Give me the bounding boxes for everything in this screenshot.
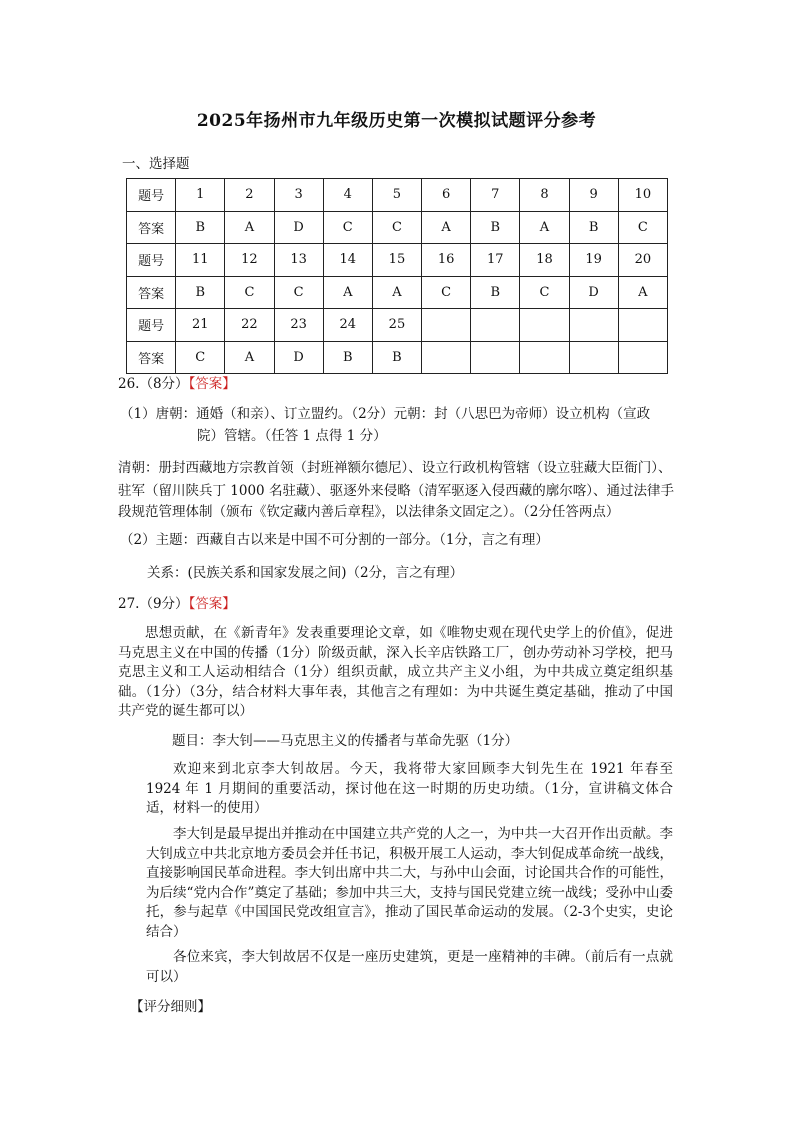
- table-cell: 5: [372, 179, 421, 212]
- table-row-answers: [127, 211, 668, 244]
- table-cell: 24: [323, 309, 372, 342]
- table-cell: D: [274, 341, 323, 374]
- q27-paragraph-4: 各位来宾，李大钊故居不仅是一座历史建筑，更是一座精神的丰碑。（前后有一点就可以）: [146, 949, 673, 985]
- table-cell: D: [569, 276, 618, 309]
- q27-number: 27.（9分）: [118, 596, 189, 612]
- table-cell: 23: [274, 309, 323, 342]
- q27-header: [118, 594, 236, 615]
- table-cell: 25: [372, 309, 421, 342]
- table-cell: C: [520, 276, 569, 309]
- table-row-header-cell: 答案: [127, 211, 176, 244]
- table-row-question-numbers: [127, 179, 668, 212]
- table-row-header-cell: 题号: [127, 179, 176, 212]
- table-row-header-cell: 题号: [127, 309, 176, 342]
- table-cell: A: [372, 276, 421, 309]
- table-cell: [569, 309, 618, 342]
- table-cell: 11: [176, 244, 225, 277]
- q26-header: [118, 374, 236, 395]
- table-cell: [471, 309, 520, 342]
- table-cell: C: [323, 211, 372, 244]
- table-cell: A: [618, 276, 667, 309]
- table-cell: 14: [323, 244, 372, 277]
- table-cell: 7: [471, 179, 520, 212]
- table-cell: 15: [372, 244, 421, 277]
- table-row-question-numbers: [127, 244, 668, 277]
- table-cell: 1: [176, 179, 225, 212]
- table-row-header-cell: 题号: [127, 244, 176, 277]
- table-cell: 6: [422, 179, 471, 212]
- table-cell: 8: [520, 179, 569, 212]
- table-cell: [520, 309, 569, 342]
- page-title: 2025年扬州市九年级历史第一次模拟试题评分参考: [196, 111, 597, 131]
- table-row-header-cell: 答案: [127, 276, 176, 309]
- table-cell: A: [225, 211, 274, 244]
- table-cell: A: [520, 211, 569, 244]
- table-cell: 2: [225, 179, 274, 212]
- table-cell: 16: [422, 244, 471, 277]
- table-cell: A: [422, 211, 471, 244]
- table-cell: [422, 309, 471, 342]
- answer-table: [126, 178, 668, 374]
- table-cell: 10: [618, 179, 667, 212]
- table-cell: 17: [471, 244, 520, 277]
- table-row-question-numbers: [127, 309, 668, 342]
- table-cell: [520, 341, 569, 374]
- table-cell: C: [176, 341, 225, 374]
- table-cell: 20: [618, 244, 667, 277]
- table-cell: 19: [569, 244, 618, 277]
- q26-line-3: 清朝：册封西藏地方宗教首领（封班禅额尔德尼）、设立行政机构管辖（设立驻藏大臣衙门）、: [118, 460, 672, 476]
- table-cell: 4: [323, 179, 372, 212]
- table-cell: C: [422, 276, 471, 309]
- table-cell: 13: [274, 244, 323, 277]
- q27-paragraph-1: 思想贡献，在《新青年》发表重要理论文章，如《唯物史观在现代史学上的价值》，促进马克思主义在中国的传播（1分）阶级贡献，深入长辛店铁路工厂，创办劳动补习学校，把马克思主义和工人运动相结合（1分）组织贡献，成立共产主义小组，为中共成立奠定组织基础。（1分）（3分，结合材料大事年表，其他言之有理如：为中共诞生奠定基础，推动了中国共产党的诞生都可以）: [118, 625, 673, 720]
- table-cell: A: [225, 341, 274, 374]
- section-heading-choice: 一、选择题: [122, 156, 190, 172]
- table-cell: [618, 341, 667, 374]
- table-row-answers: [127, 341, 668, 374]
- table-cell: C: [274, 276, 323, 309]
- table-cell: D: [274, 211, 323, 244]
- table-cell: [569, 341, 618, 374]
- table-cell: [471, 341, 520, 374]
- table-cell: C: [618, 211, 667, 244]
- q26-answer-tag: 【答案】: [188, 376, 236, 392]
- table-cell: B: [471, 211, 520, 244]
- table-cell: C: [372, 211, 421, 244]
- q26-line-4: 驻军（留川陕兵丁 1000 名驻藏）、驱逐外来侵略（清军驱逐入侵西藏的廓尔喀）、通过法律手: [118, 483, 674, 499]
- q26-line-2: 院）管辖。（任答 1 点得 1 分）: [197, 428, 387, 444]
- table-cell: A: [323, 276, 372, 309]
- q26-line-1: （1）唐朝：通婚（和亲）、订立盟约。（2分）元朝：封（八思巴为帝师）设立机构（宣政: [120, 406, 651, 422]
- table-cell: B: [176, 211, 225, 244]
- q26-line-7: 关系：(民族关系和国家发展之间)（2分，言之有理）: [147, 565, 464, 581]
- q27-answer-tag: 【答案】: [188, 596, 236, 612]
- table-cell: 18: [520, 244, 569, 277]
- table-cell: B: [471, 276, 520, 309]
- table-cell: B: [323, 341, 372, 374]
- q26-line-5: 段规范管理体制（颁布《钦定藏内善后章程》，以法律条文固定之）。（2分任答两点）: [118, 504, 620, 520]
- table-cell: B: [569, 211, 618, 244]
- q27-rubric-heading: 【评分细则】: [130, 999, 211, 1015]
- table-cell: 3: [274, 179, 323, 212]
- table-cell: B: [176, 276, 225, 309]
- table-cell: [422, 341, 471, 374]
- table-cell: B: [372, 341, 421, 374]
- table-cell: 9: [569, 179, 618, 212]
- table-cell: [618, 309, 667, 342]
- table-row-answers: [127, 276, 668, 309]
- table-cell: 22: [225, 309, 274, 342]
- q27-paragraph-2: 欢迎来到北京李大钊故居。今天，我将带大家回顾李大钊先生在 1921 年春至 1924 年 1 月期间的重要活动，探讨他在这一时期的历史功绩。（1分，宣讲稿文体合适，材料一的使用）: [146, 761, 673, 817]
- table-cell: 21: [176, 309, 225, 342]
- q27-topic: 题目：李大钊——马克思主义的传播者与革命先驱（1分）: [172, 733, 519, 749]
- table-cell: C: [225, 276, 274, 309]
- q26-line-6: （2）主题：西藏自古以来是中国不可分割的一部分。（1分，言之有理）: [120, 532, 549, 548]
- q27-paragraph-3: 李大钊是最早提出并推动在中国建立共产党的人之一，为中共一大召开作出贡献。李大钊成立中共北京地方委员会并任书记，积极开展工人运动，李大钊促成革命统一战线，直接影响国民革命进程。李大钊出席中共二大，与孙中山会面，讨论国共合作的可能性，为后续“党内合作”奠定了基础；参加中共三大，支持与国民党建立统一战线；受孙中山委托，参与起草《中国国民党改组宣言》，推动了国民革命运动的发展。（2-3个史实，史论结合）: [146, 826, 673, 940]
- table-cell: 12: [225, 244, 274, 277]
- q26-number: 26.（8分）: [118, 376, 189, 392]
- table-row-header-cell: 答案: [127, 341, 176, 374]
